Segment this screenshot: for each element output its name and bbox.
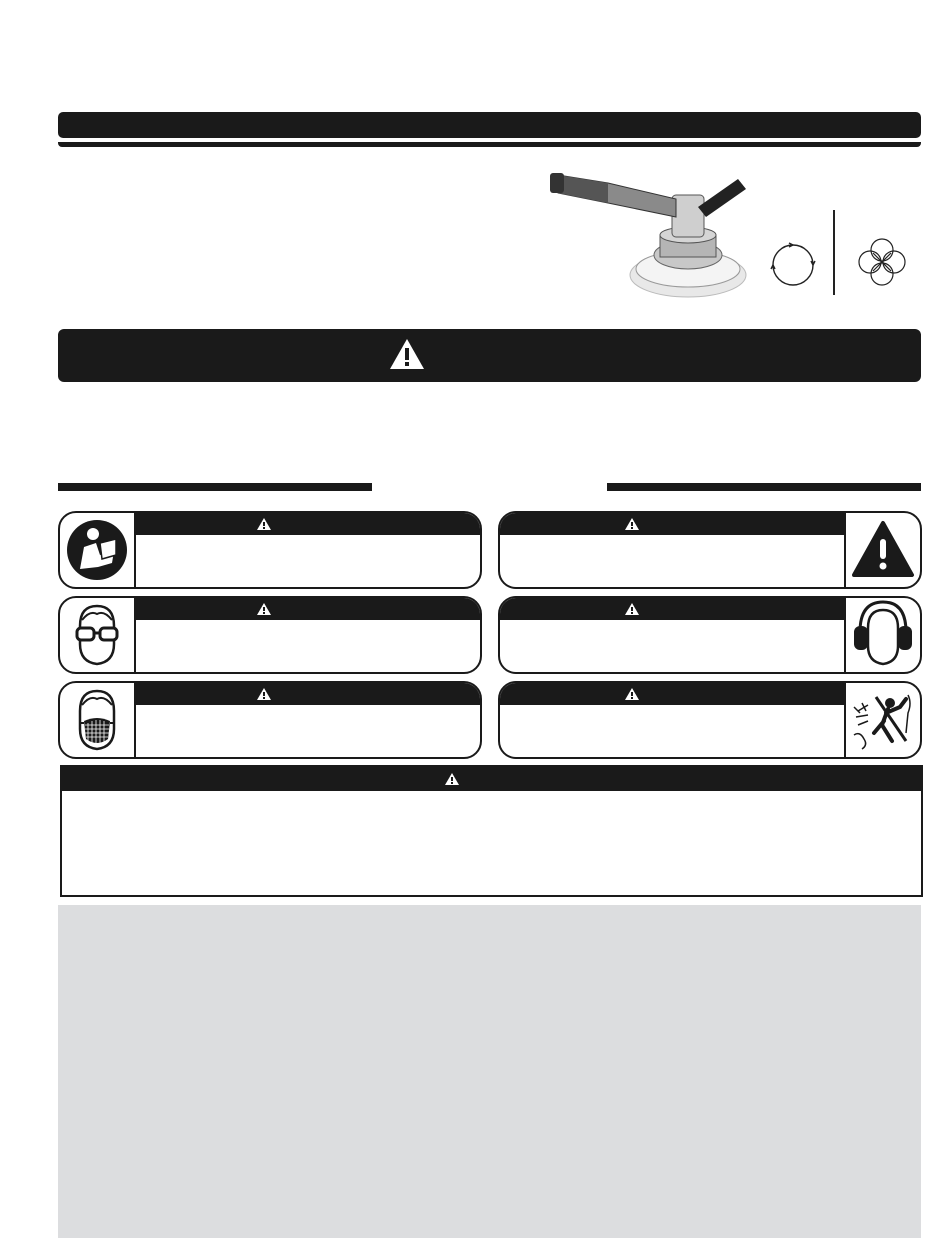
card-body [136, 705, 480, 755]
card-body [500, 705, 844, 755]
title-underline [58, 142, 921, 147]
warning-banner [58, 329, 921, 382]
section-title-bar [58, 112, 921, 138]
safety-glasses-icon [60, 598, 134, 672]
card-body [500, 535, 844, 585]
safety-card-eye-protection [58, 596, 482, 674]
warning-triangle-icon [388, 337, 426, 371]
warning-triangle-icon [444, 772, 460, 786]
dust-mask-icon [60, 683, 134, 757]
warning-triangle-icon [624, 517, 640, 531]
general-hazard-icon [846, 513, 920, 587]
dust-mask-icon-cell [60, 683, 136, 757]
section-rule-right [607, 483, 921, 491]
card-header [500, 683, 844, 705]
random-orbit-motion-icon [853, 233, 911, 291]
hearing-protection-icon-cell [844, 598, 920, 672]
explosion-hazard-icon [846, 683, 920, 757]
polisher-tool-photo [548, 165, 768, 305]
general-hazard-icon-cell [844, 513, 920, 587]
motion-divider [833, 210, 835, 295]
warning-triangle-icon [624, 687, 640, 701]
info-panel [58, 905, 921, 1238]
warning-triangle-icon [256, 517, 272, 531]
card-header [136, 598, 480, 620]
safety-card-general-hazard [498, 511, 922, 589]
read-manual-icon-cell [60, 513, 136, 587]
card-body [136, 535, 480, 585]
rotary-motion-icon [768, 240, 818, 290]
warning-triangle-icon [256, 602, 272, 616]
safety-card-explosion-hazard [498, 681, 922, 759]
wide-warning-header [62, 767, 921, 791]
card-header [500, 598, 844, 620]
warning-triangle-icon [624, 602, 640, 616]
read-manual-icon [60, 513, 134, 587]
card-header [136, 513, 480, 535]
hearing-protection-icon [846, 598, 920, 672]
safety-card-read-manual [58, 511, 482, 589]
section-rule-left [58, 483, 372, 491]
explosion-hazard-icon-cell [844, 683, 920, 757]
card-body [136, 620, 480, 670]
safety-card-respiratory-protection [58, 681, 482, 759]
wide-warning-box [60, 765, 923, 897]
card-header [500, 513, 844, 535]
safety-card-hearing-protection [498, 596, 922, 674]
product-illustration [548, 165, 920, 305]
card-body [500, 620, 844, 670]
safety-glasses-icon-cell [60, 598, 136, 672]
card-header [136, 683, 480, 705]
warning-triangle-icon [256, 687, 272, 701]
